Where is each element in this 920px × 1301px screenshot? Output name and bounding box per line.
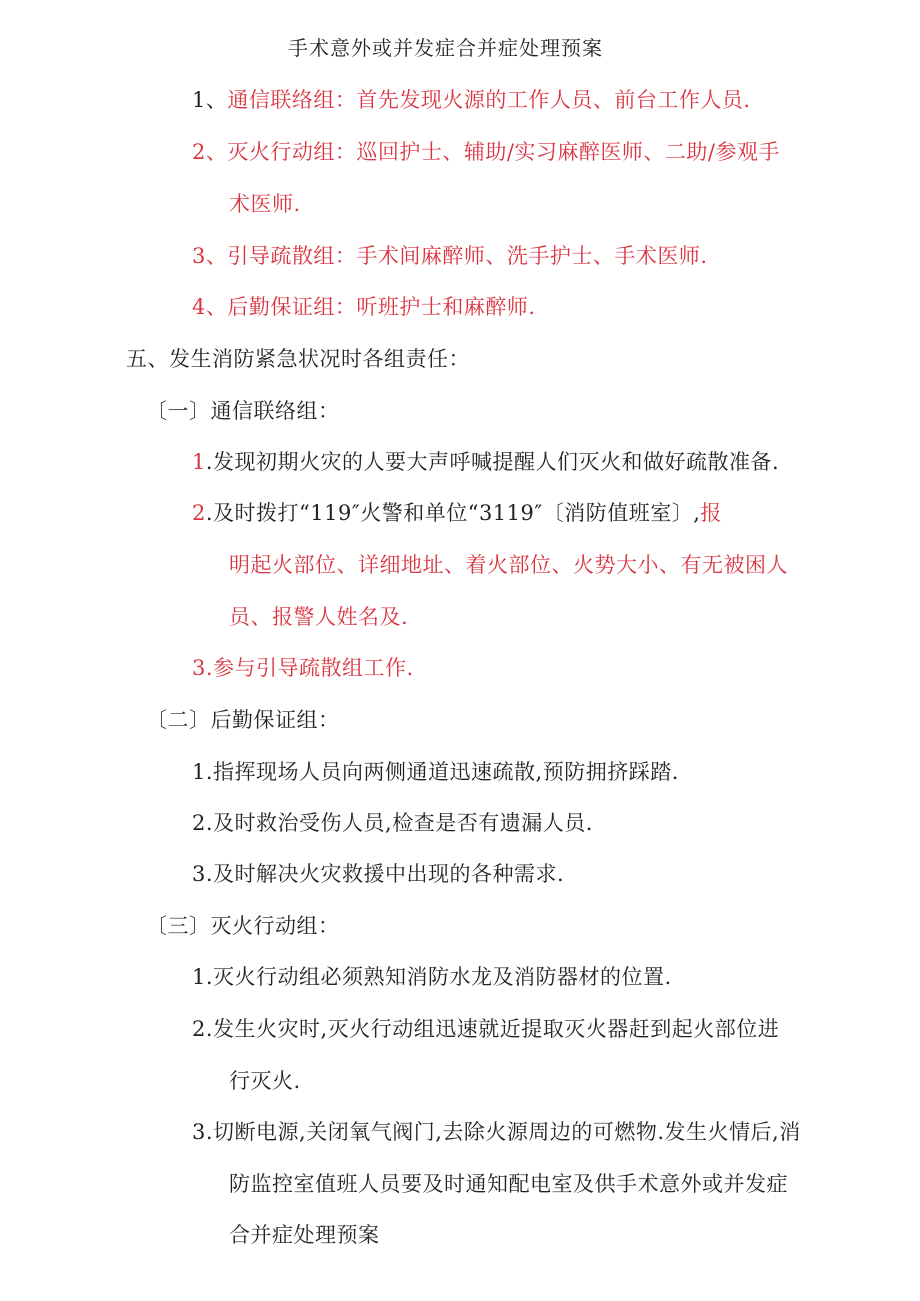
sub2-item-2: 2.及时救治受伤人员,检查是否有遗漏人员. — [192, 811, 593, 835]
sub1-item-2-text: .及时拨打“119″火警和单位“3119″〔消防值班室〕, — [205, 501, 701, 525]
sub1-item-2-continuation-2: 员、报警人姓名及. — [229, 605, 409, 629]
page-title: 手术意外或并发症合并症处理预案 — [288, 36, 603, 60]
group-item-2: 2、灭火行动组：巡回护士、辅助/实习麻醉医师、二助/参观手 — [192, 140, 781, 164]
sub3-item-2: 2.发生火灾时,灭火行动组迅速就近提取灭火器赶到起火部位进 — [192, 1017, 780, 1041]
group-item-1 — [192, 86, 751, 114]
subsection-3-heading: 〔三〕灭火行动组： — [146, 914, 340, 938]
sub3-item-3: 3.切断电源,关闭氧气阀门,去除火源周边的可燃物.发生火情后,消 — [192, 1120, 801, 1144]
sub2-item-1: 1.指挥现场人员向两侧通道迅速疏散,预防拥挤踩踏. — [192, 760, 679, 784]
sub3-item-3-continuation-1: 防监控室值班人员要及时通知配电室及供手术意外或并发症 — [229, 1172, 788, 1196]
sub3-item-2-continuation: 行灭火. — [229, 1069, 301, 1093]
sub1-item-2-number: 2 — [192, 501, 206, 525]
subsection-1-heading: 〔一〕通信联络组： — [146, 399, 340, 423]
subsection-2-heading: 〔二〕后勤保证组： — [146, 708, 340, 732]
group-item-1-text: 通信联络组：首先发现火源的工作人员、前台工作人员. — [227, 88, 751, 112]
section-5-heading: 五、发生消防紧急状况时各组责任： — [126, 347, 470, 371]
group-item-3: 3、引导疏散组：手术间麻醉师、洗手护士、手术医师. — [192, 244, 708, 268]
sub1-item-2-continuation-1: 明起火部位、详细地址、着火部位、火势大小、有无被困人 — [229, 553, 788, 577]
sub2-item-3: 3.及时解决火灾救援中出现的各种需求. — [192, 862, 565, 886]
group-item-4: 4、后勤保证组：听班护士和麻醉师. — [192, 295, 536, 319]
group-item-1-number: 1、 — [192, 88, 228, 112]
sub1-item-2-red-text: 报 — [700, 501, 722, 525]
sub1-item-3: 3.参与引导疏散组工作. — [192, 656, 414, 680]
sub1-item-1-number: 1 — [192, 450, 206, 474]
group-item-2-continuation: 术医师. — [229, 192, 301, 216]
sub1-item-2 — [192, 499, 722, 527]
sub1-item-1-text: .发现初期火灾的人要大声呼喊提醒人们灭火和做好疏散准备. — [205, 450, 780, 474]
sub3-item-1: 1.灭火行动组必须熟知消防水龙及消防器材的位置. — [192, 965, 672, 989]
sub3-item-3-continuation-2: 合并症处理预案 — [229, 1223, 380, 1247]
sub1-item-1 — [192, 448, 779, 476]
